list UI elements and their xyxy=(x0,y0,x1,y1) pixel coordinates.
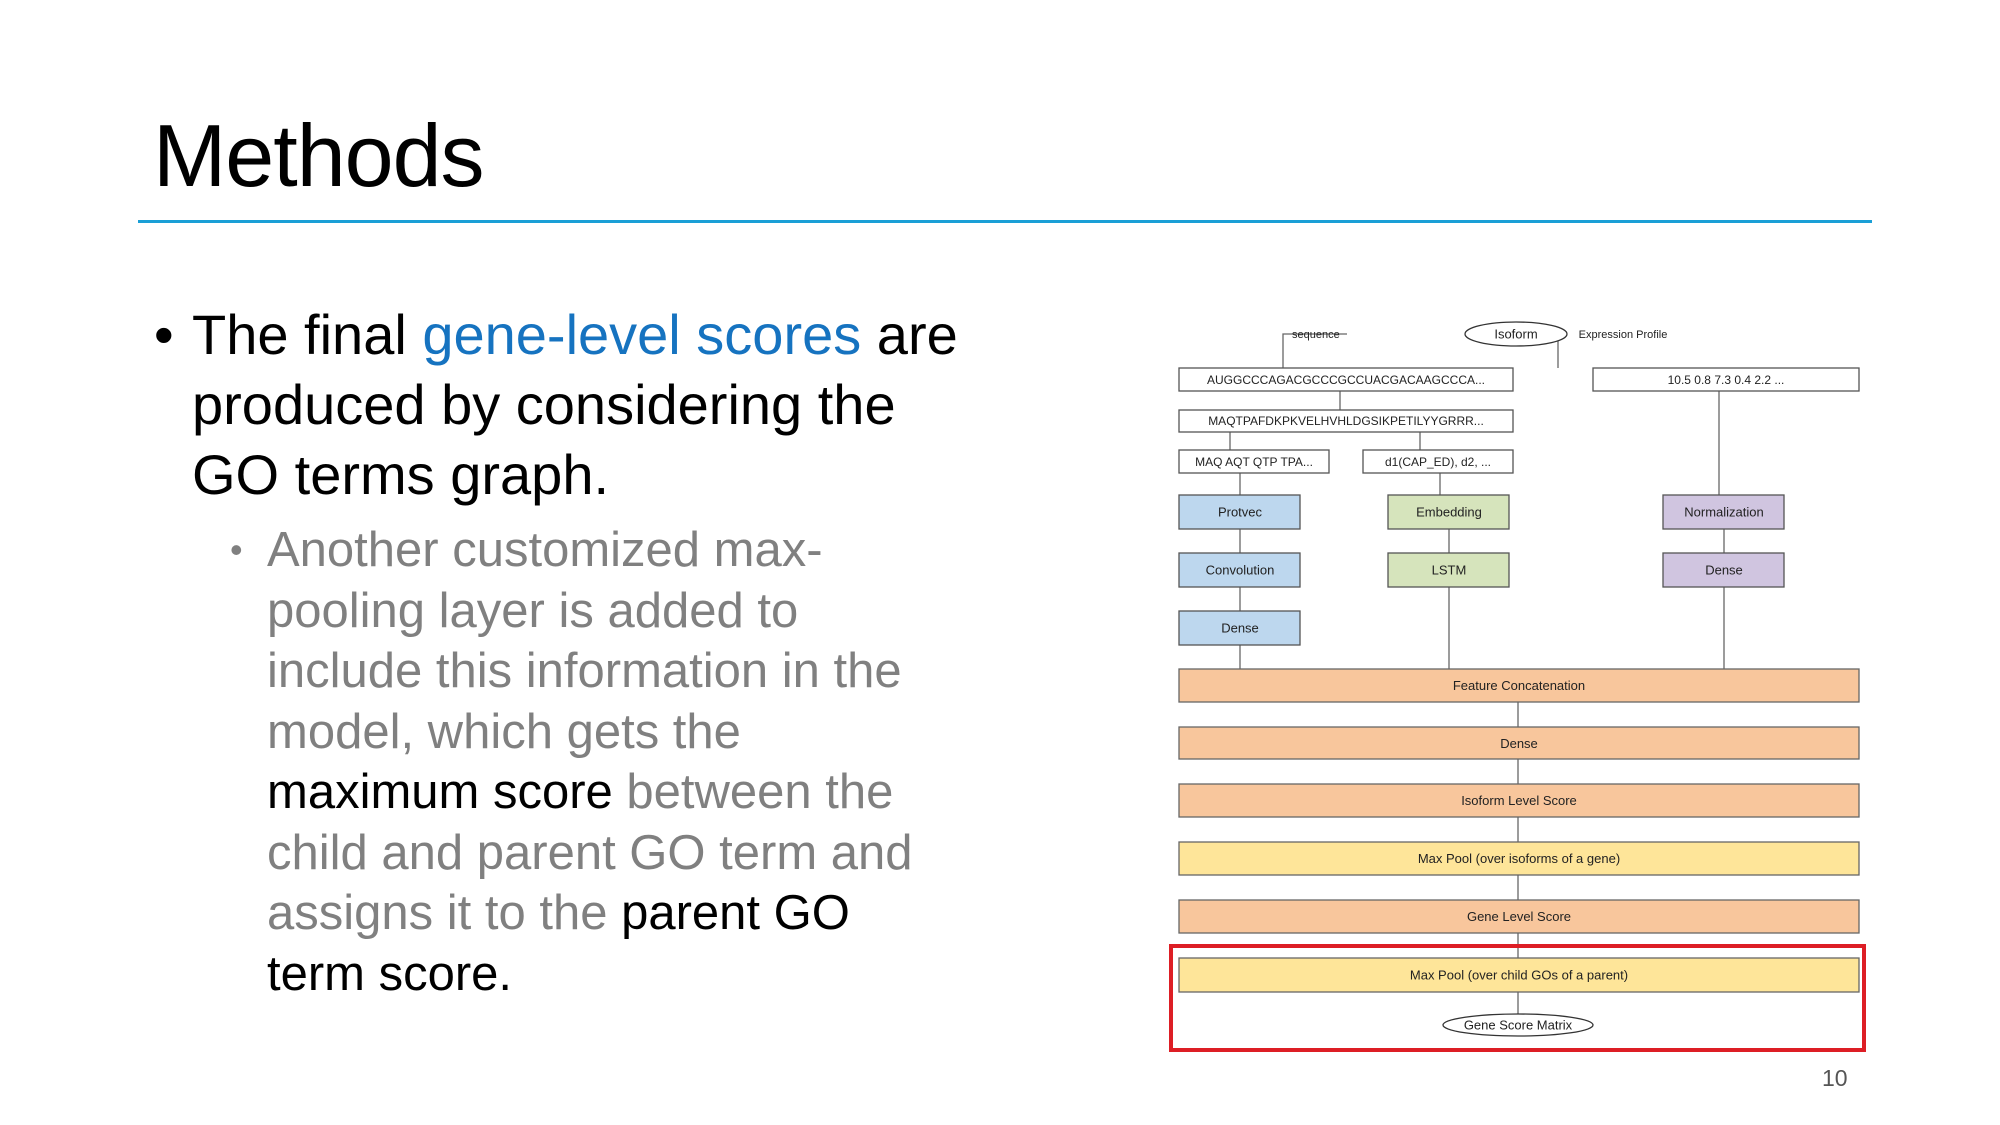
rna-sequence-text: AUGGCCCAGACGCCCGCCUACGACAAGCCCA... xyxy=(1206,373,1486,387)
lstm-label: LSTM xyxy=(1431,562,1467,578)
main-bullet xyxy=(154,300,974,510)
sub-bullet xyxy=(230,520,950,1004)
dense-right-label: Dense xyxy=(1705,562,1743,578)
sequence-branch-label: sequence xyxy=(1292,329,1340,341)
protein-sequence-text: MAQTPAFDKPKVELHVHLDGSIKPETILYYGRRR... xyxy=(1208,414,1484,428)
dense-main-label: Dense xyxy=(1500,736,1538,751)
sub-bullet-part1: Another customized max-pooling layer is added to include this information in the model, which gets the xyxy=(267,523,902,759)
maxpool-isoforms-label: Max Pool (over isoforms of a gene) xyxy=(1417,851,1621,866)
protvec-label: Protvec xyxy=(1217,504,1263,520)
kmer-text: MAQ AQT QTP TPA... xyxy=(1195,455,1313,469)
dense-left-label: Dense xyxy=(1221,620,1259,636)
main-bullet-part2: are produced by considering the GO terms graph. xyxy=(192,303,958,506)
title-underline xyxy=(138,220,1872,223)
normalization-label: Normalization xyxy=(1684,504,1764,520)
bullet-dot: • xyxy=(154,303,174,366)
isoform-score-label: Isoform Level Score xyxy=(1461,793,1577,808)
main-layer-boxes xyxy=(1179,669,1859,992)
model-architecture-diagram xyxy=(1160,318,1870,1060)
gene-matrix-label: Gene Score Matrix xyxy=(1463,1017,1573,1033)
sub-bullet-emphasis-max: maximum score xyxy=(267,765,613,819)
expression-values-text: 10.5 0.8 7.3 0.4 2.2 ... xyxy=(1667,373,1785,387)
main-bullet-highlight: gene-level scores xyxy=(422,303,862,366)
convolution-label: Convolution xyxy=(1205,562,1275,578)
gene-score-label: Gene Level Score xyxy=(1466,909,1572,924)
sub-bullet-text xyxy=(267,520,950,1004)
feature-concat-label: Feature Concatenation xyxy=(1452,678,1586,693)
main-bullet-part1: The final xyxy=(192,303,423,366)
main-bullet-text xyxy=(192,300,974,510)
expression-branch-label: Expression Profile xyxy=(1578,329,1668,341)
isoform-node-label: Isoform xyxy=(1494,326,1538,342)
main-layer-texts xyxy=(1410,678,1628,983)
maxpool-go-label: Max Pool (over child GOs of a parent) xyxy=(1409,967,1629,983)
slide-title: Methods xyxy=(153,106,484,205)
domain-text: d1(CAP_ED), d2, ... xyxy=(1384,455,1492,469)
sub-bullet-dot: • xyxy=(230,529,243,570)
embedding-label: Embedding xyxy=(1416,504,1482,520)
sub-bullet-emphasis-parent: parent GO term score. xyxy=(267,886,850,1001)
sub-bullet-part2: between the child and parent GO term and assigns it to the xyxy=(267,765,913,940)
page-number: 10 xyxy=(1822,1065,1848,1091)
